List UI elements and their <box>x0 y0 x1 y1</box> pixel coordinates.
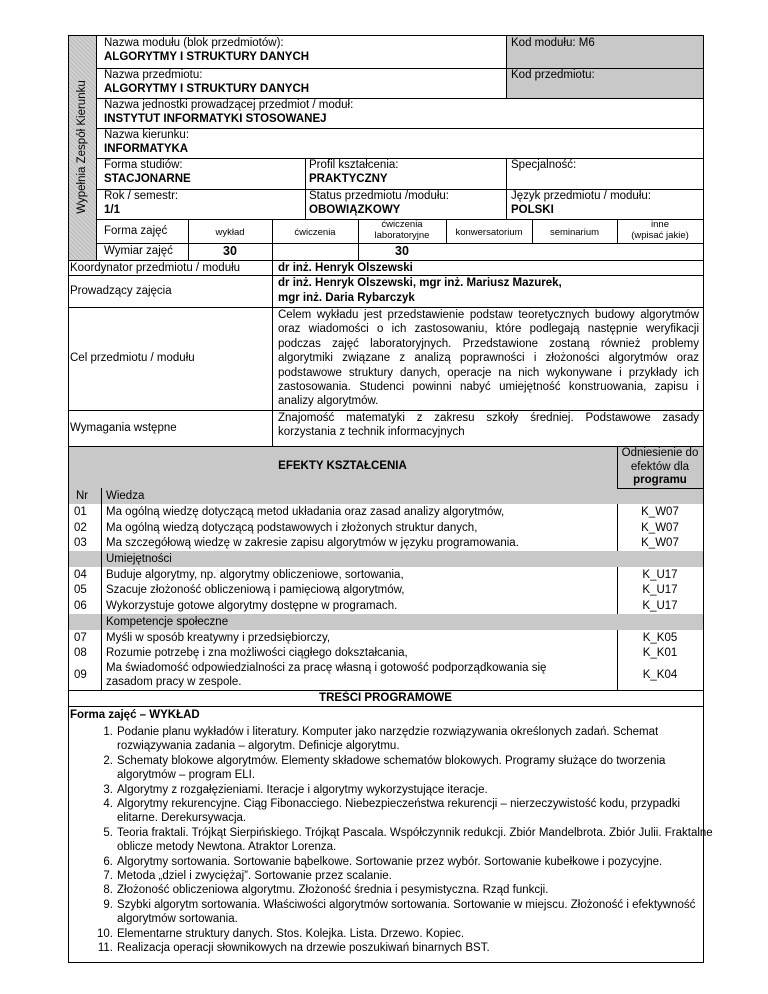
wymiar-label: Wymiar zajęć <box>104 245 173 257</box>
przedmiot-value: ALGORYTMY I STRUKTURY DANYCH <box>104 83 310 95</box>
odniesienie-header: Odniesienie do efektów dla programu <box>621 447 699 486</box>
efekt-ref: K_U17 <box>642 600 678 612</box>
list-item: 4. Algorytmy rekurencyjne. Ciąg Fibonacciego. Niebezpieczeństwa rekurencji – nierzeczywistość kodu, przypadki elitarne. Derekursywacja. <box>103 798 681 825</box>
col-wyklad: wykład <box>215 227 245 238</box>
jezyk-value: POLSKI <box>511 204 554 216</box>
efekt-ref: K_K04 <box>642 669 678 681</box>
sidebar-label: Wypełnia Zespół Kierunku <box>76 80 88 214</box>
efekt-text: Rozumie potrzebę i zna możliwości ciągłego dokształcania, <box>106 647 408 659</box>
rok-value: 1/1 <box>104 204 120 216</box>
col-cwiczenia: ćwiczenia <box>294 227 336 238</box>
col-seminarium: seminarium <box>549 227 600 238</box>
forma-zajec-label: Forma zajęć <box>104 225 168 237</box>
efekt-text: Ma szczegółową wiedzę w zakresie zapisu algorytmów w języku programowania. <box>106 537 519 549</box>
efekty-title: EFEKTY KSZTAŁCENIA <box>278 460 407 472</box>
tresci-list <box>70 725 720 956</box>
efekt-nr: 09 <box>74 669 87 681</box>
efekt-text: Ma świadomość odpowiedzialności za pracę własną i gotowość podporządkowania się <box>106 662 547 674</box>
col-konwersatorium: konwersatorium <box>455 227 523 238</box>
efekt-ref: K_K01 <box>642 647 678 659</box>
wymagania-label: Wymagania wstępne <box>70 422 177 434</box>
modul-value: ALGORYTMY I STRUKTURY DANYCH <box>104 51 310 63</box>
efekt-text: Wiedza <box>106 490 145 502</box>
efekt-nr: 07 <box>74 632 87 644</box>
wymagania-value: Znajomość matematyki z zakresu szkoły średniej. Podstawowe zasady korzystania z technik informacyjnych <box>278 412 699 439</box>
prowadzacy-line1: dr inż. Henryk Olszewski, mgr inż. Mariusz Mazurek, <box>278 277 562 289</box>
kod-przedmiotu: Kod przedmiotu: <box>511 69 595 81</box>
list-item: 1. Podanie planu wykładów i literatury. Komputer jako narzędzie rozwiązywania określonych zadań. Schemat rozwiązywania zadania – algorytm. Definicje algorytmu. <box>103 726 659 753</box>
efekt-ref: K_U17 <box>642 569 678 581</box>
przedmiot-label: Nazwa przedmiotu: <box>104 69 203 81</box>
efekt-nr: 03 <box>74 537 87 549</box>
efekt-text: Wykorzystuje gotowe algorytmy dostępne w programach. <box>106 600 398 612</box>
profil-label: Profil kształcenia: <box>309 159 399 171</box>
tresci-forma: Forma zajęć – WYKŁAD <box>70 709 200 721</box>
prowadzacy-label: Prowadzący zajęcia <box>70 285 172 297</box>
cel-label: Cel przedmiotu / modułu <box>70 352 195 364</box>
efekt-ref: K_W07 <box>641 506 679 518</box>
status-value: OBOWIĄZKOWY <box>309 204 401 216</box>
efekt-text: Myśli w sposób kreatywny i przedsiębiorczy, <box>106 632 331 644</box>
prowadzacy-line2: mgr inż. Daria Rybarczyk <box>278 292 415 304</box>
jezyk-label: Język przedmiotu / modułu: <box>511 190 651 202</box>
list-item: 10. Elementarne struktury danych. Stos. Kolejka. Lista. Drzewo. Kopiec. <box>97 927 465 940</box>
status-label: Status przedmiotu /modułu: <box>309 190 449 202</box>
specjalnosc-label: Specjalność: <box>511 159 577 171</box>
koordynator-label: Koordynator przedmiotu / modułu <box>70 262 241 274</box>
efekt-nr: 04 <box>74 569 87 581</box>
list-item: 2. Schematy blokowe algorytmów. Elementy składowe schematów blokowych. Programy służące do tworzenia algorytmów – program ELI. <box>103 754 666 782</box>
efekt-text: Umiejętności <box>106 553 172 565</box>
wymiar-wyklad: 30 <box>223 244 237 258</box>
tresci-title: TREŚCI PROGRAMOWE <box>319 692 452 704</box>
nr-header: Nr <box>76 490 89 502</box>
koordynator-value: dr inż. Henryk Olszewski <box>278 262 413 274</box>
efekt-ref: K_K05 <box>642 632 678 644</box>
list-item: 5. Teoria fraktali. Trójkąt Sierpińskiego. Trójkąt Pascala. Współczynnik redukcji. Zbiór Mandelbrota. Zbiór Julii. Fraktalne oblicze metody Newtona. Atraktor Lorenza. <box>103 826 713 854</box>
kod-modulu: Kod modułu: M6 <box>511 37 595 49</box>
kierunek-label: Nazwa kierunku: <box>104 129 190 141</box>
efekt-nr: 01 <box>74 506 87 518</box>
efekt-ref: K_W07 <box>641 537 679 549</box>
kierunek-value: INFORMATYKA <box>104 143 189 155</box>
list-item: 3. Algorytmy z rozgałęzieniami. Iteracje i algorytmy wykorzystujące iteracje. <box>103 783 488 796</box>
list-item: 11. Realizacja operacji słownikowych na drzewie poszukiwań binarnych BST. <box>97 942 490 955</box>
forma-studiow-label: Forma studiów: <box>104 159 183 171</box>
list-item: 7. Metoda „dziel i zwyciężaj”. Sortowanie przez scalanie. <box>103 870 392 883</box>
list-item: 6. Algorytmy sortowania. Sortowanie bąbelkowe. Sortowanie przez wybór. Sortowanie kubełkowe i pozycyjne. <box>103 855 663 868</box>
efekt-nr: 02 <box>74 522 87 534</box>
list-item: 9. Szybki algorytm sortowania. Właściwości algorytmów sortowania. Sortowanie w miejscu. Złożoność i efektywność algorytmów sortowania. <box>103 898 696 926</box>
efekt-text: Ma ogólną wiedzą dotyczącą podstawowych i złożonych struktur danych, <box>106 522 478 534</box>
efekt-nr: 05 <box>74 584 87 596</box>
efekt-text: zasadom pracy w zespole. <box>106 676 242 688</box>
jednostka-label: Nazwa jednostki prowadzącej przedmiot / moduł: <box>104 99 354 111</box>
cel-value: Celem wykładu jest przedstawienie podstaw teoretycznych budowy algorytmów oraz wiadomości o ich zastosowaniu, które podlegają następnie weryfikacji podczas zajęć laboratoryjnych. Przedstawione zostaną również problemy algorytmiki związane z analizą poprawności i złożoności algorytmów oraz podstawowe struktury danych, operacje na nich wykonywane i przykłady ich zastosowania. Studenci powinni nabyć umiejętność konstruowania, zapisu i analizy algorytmów. <box>278 309 699 408</box>
efekt-nr: 06 <box>74 600 87 612</box>
jednostka-value: INSTYTUT INFORMATYKI STOSOWANEJ <box>104 113 327 125</box>
efekt-text: Ma ogólną wiedzę dotyczącą metod układania oraz zasad analizy algorytmów, <box>106 506 505 518</box>
efekt-text: Kompetencje społeczne <box>106 616 229 628</box>
efekt-ref: K_U17 <box>642 584 678 596</box>
col-inne: inne (wpisać jakie) <box>631 219 689 241</box>
wymiar-lab: 30 <box>395 244 409 258</box>
efekt-text: Szacuje złożoność obliczeniową i pamięciową algorytmów, <box>106 584 405 596</box>
rok-label: Rok / semestr: <box>104 190 179 202</box>
efekt-text: Buduje algorytmy, np. algorytmy obliczeniowe, sortowania, <box>106 569 404 581</box>
col-cwiczenia-lab: ćwiczenia laboratoryjne <box>374 219 430 241</box>
efekt-ref: K_W07 <box>641 522 679 534</box>
forma-studiow-value: STACJONARNE <box>104 173 191 185</box>
wiedza-fill <box>68 488 703 504</box>
efekt-nr: 08 <box>74 647 87 659</box>
modul-label: Nazwa modułu (blok przedmiotów): <box>104 37 284 49</box>
profil-value: PRAKTYCZNY <box>309 173 388 185</box>
list-item: 8. Złożoność obliczeniowa algorytmu. Złożoność średnia i pesymistyczna. Rząd funkcji. <box>103 884 549 897</box>
